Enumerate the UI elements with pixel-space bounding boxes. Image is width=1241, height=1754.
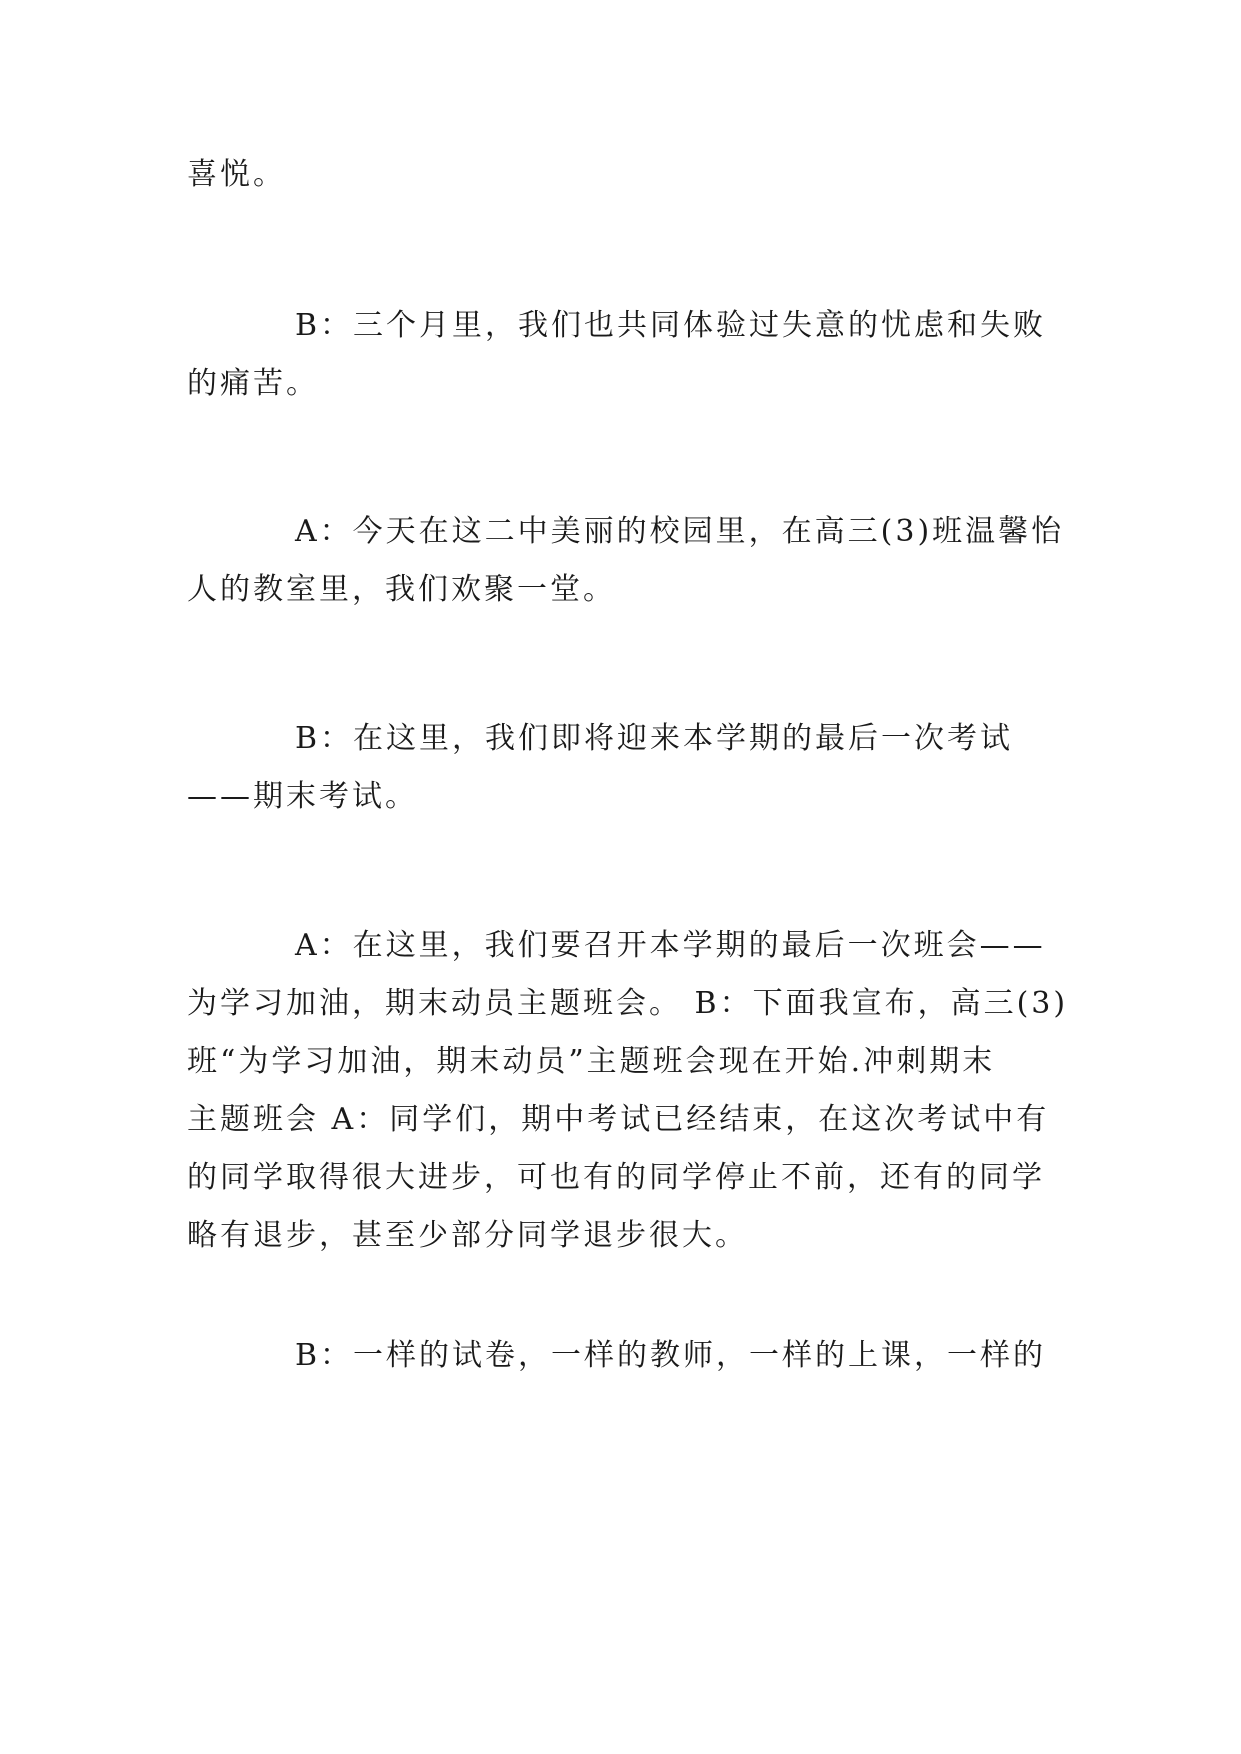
paragraph-3: [187, 503, 1065, 619]
paragraph-line: 的痛苦。: [187, 366, 319, 401]
paragraph-1: [187, 146, 1057, 204]
paragraph-line: A：在这里，我们要召开本学期的最后一次班会——: [295, 928, 1046, 963]
paragraph-line: ——期末考试。: [187, 779, 418, 814]
paragraph-4: [187, 710, 1057, 826]
paragraph-6: [187, 1327, 1057, 1385]
paragraph-line: 班“为学习加油，期末动员”主题班会现在开始.冲刺期末: [187, 1044, 996, 1079]
paragraph-2: [187, 297, 1057, 413]
paragraph-line: 喜悦。: [187, 157, 286, 192]
paragraph-line: 为学习加油，期末动员主题班会。 B：下面我宣布，高三(3): [187, 986, 1069, 1021]
paragraph-line: A：今天在这二中美丽的校园里，在高三(3)班温馨怡: [295, 514, 1065, 549]
paragraph-line: 的同学取得很大进步，可也有的同学停止不前，还有的同学: [187, 1160, 1045, 1195]
paragraph-line: B：在这里，我们即将迎来本学期的最后一次考试: [295, 721, 1014, 756]
paragraph-line: 略有退步，甚至少部分同学退步很大。: [187, 1218, 748, 1253]
paragraph-line: 主题班会 A：同学们，期中考试已经结束，在这次考试中有: [187, 1102, 1050, 1137]
paragraph-line: B：三个月里，我们也共同体验过失意的忧虑和失败: [295, 308, 1047, 343]
paragraph-5: [187, 917, 1069, 1265]
paragraph-line: 人的教室里，我们欢聚一堂。: [187, 572, 616, 607]
paragraph-line: B：一样的试卷，一样的教师，一样的上课，一样的: [295, 1338, 1047, 1373]
